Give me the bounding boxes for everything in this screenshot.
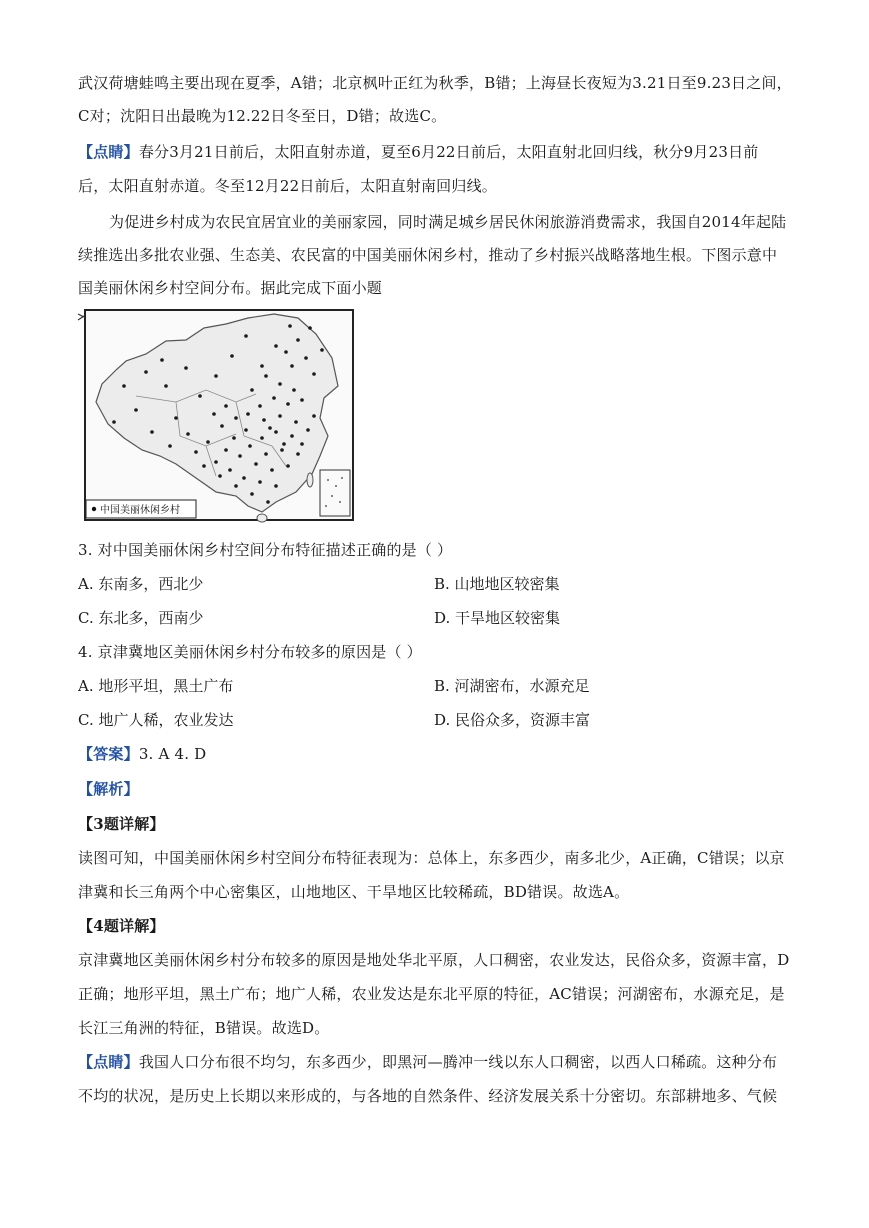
legend-dot	[92, 507, 96, 511]
hainan	[257, 514, 267, 522]
note-tag: 【点睛】	[78, 1053, 139, 1071]
paragraph-line: 正确；地形平坦，黑土广布；地广人稀，农业发达是东北平原的特征，AC错误；河湖密布，水源充足，是	[78, 985, 785, 1003]
taiwan	[307, 473, 313, 487]
china-village-map	[76, 306, 358, 528]
q3-option-d: D. 干旱地区较密集	[434, 609, 561, 627]
q3-option-c: C. 东北多，西南少	[78, 609, 204, 627]
paragraph-line: 武汉荷塘蛙鸣主要出现在夏季，A错；北京枫叶正红为秋季，B错；上海昼长夜短为3.21日至9.23日之间，	[78, 74, 792, 92]
map-svg	[76, 306, 358, 528]
note-tag: 【点睛】	[78, 143, 139, 161]
answer-text: 3. A 4. D	[138, 745, 207, 763]
q3-option-a: A. 东南多，西北少	[78, 575, 204, 593]
analysis-tag: 【解析】	[78, 780, 139, 798]
question-3-stem: 3. 对中国美丽休闲乡村空间分布特征描述正确的是（ ）	[78, 541, 453, 559]
paragraph-line: 【点睛】春分3月21日前后，太阳直射赤道，夏至6月22日前后，太阳直射北回归线，秋分9月23日前	[78, 143, 759, 161]
paragraph-line: 国美丽休闲乡村空间分布。据此完成下面小题	[78, 279, 383, 297]
paragraph-line: 读图可知，中国美丽休闲乡村空间分布特征表现为：总体上，东多西少，南多北少，A正确，C错误；以京	[78, 849, 785, 867]
q3-option-b: B. 山地地区较密集	[434, 575, 560, 593]
legend-label: 中国美丽休闲乡村	[100, 505, 180, 516]
paragraph-line: 不均的状况，是历史上长期以来形成的，与各地的自然条件、经济发展关系十分密切。东部耕地多、气候	[78, 1087, 778, 1105]
paragraph-line: 续推选出多批农业强、生态美、农民富的中国美丽休闲乡村，推动了乡村振兴战略落地生根。下图示意中	[78, 246, 778, 264]
q4-option-c: C. 地广人稀，农业发达	[78, 711, 234, 729]
answer-line	[78, 744, 798, 764]
q4-option-b: B. 河湖密布，水源充足	[434, 677, 590, 695]
south-sea-inset	[320, 470, 350, 516]
paragraph-line: 为促进乡村成为农民宜居宜业的美丽家园，同时满足城乡居民休闲旅游消费需求，我国自2014年起陆	[109, 213, 787, 231]
q4-detail-heading: 【4题详解】	[78, 917, 165, 935]
q3-detail-heading: 【3题详解】	[78, 815, 165, 833]
paragraph-line: 后，太阳直射赤道。冬至12月22日前后，太阳直射南回归线。	[78, 177, 497, 195]
question-4-stem: 4. 京津冀地区美丽休闲乡村分布较多的原因是（ ）	[78, 643, 422, 661]
q4-option-a: A. 地形平坦，黑土广布	[78, 677, 234, 695]
answer-tag: 【答案】	[78, 745, 139, 763]
paragraph-line: 【点睛】我国人口分布很不均匀，东多西少，即黑河—腾冲一线以东人口稠密，以西人口稀疏。这种分布	[78, 1053, 778, 1071]
paragraph-line: C对；沈阳日出最晚为12.22日冬至日，D错；故选C。	[78, 107, 447, 125]
paragraph-line: 京津冀地区美丽休闲乡村分布较多的原因是地处华北平原，人口稠密，农业发达，民俗众多，资源丰富，D	[78, 951, 790, 969]
paragraph-line: 长江三角洲的特征，B错误。故选D。	[78, 1019, 330, 1037]
paragraph-line: 津冀和长三角两个中心密集区，山地地区、干旱地区比较稀疏，BD错误。故选A。	[78, 883, 630, 901]
q4-option-d: D. 民俗众多，资源丰富	[434, 711, 591, 729]
